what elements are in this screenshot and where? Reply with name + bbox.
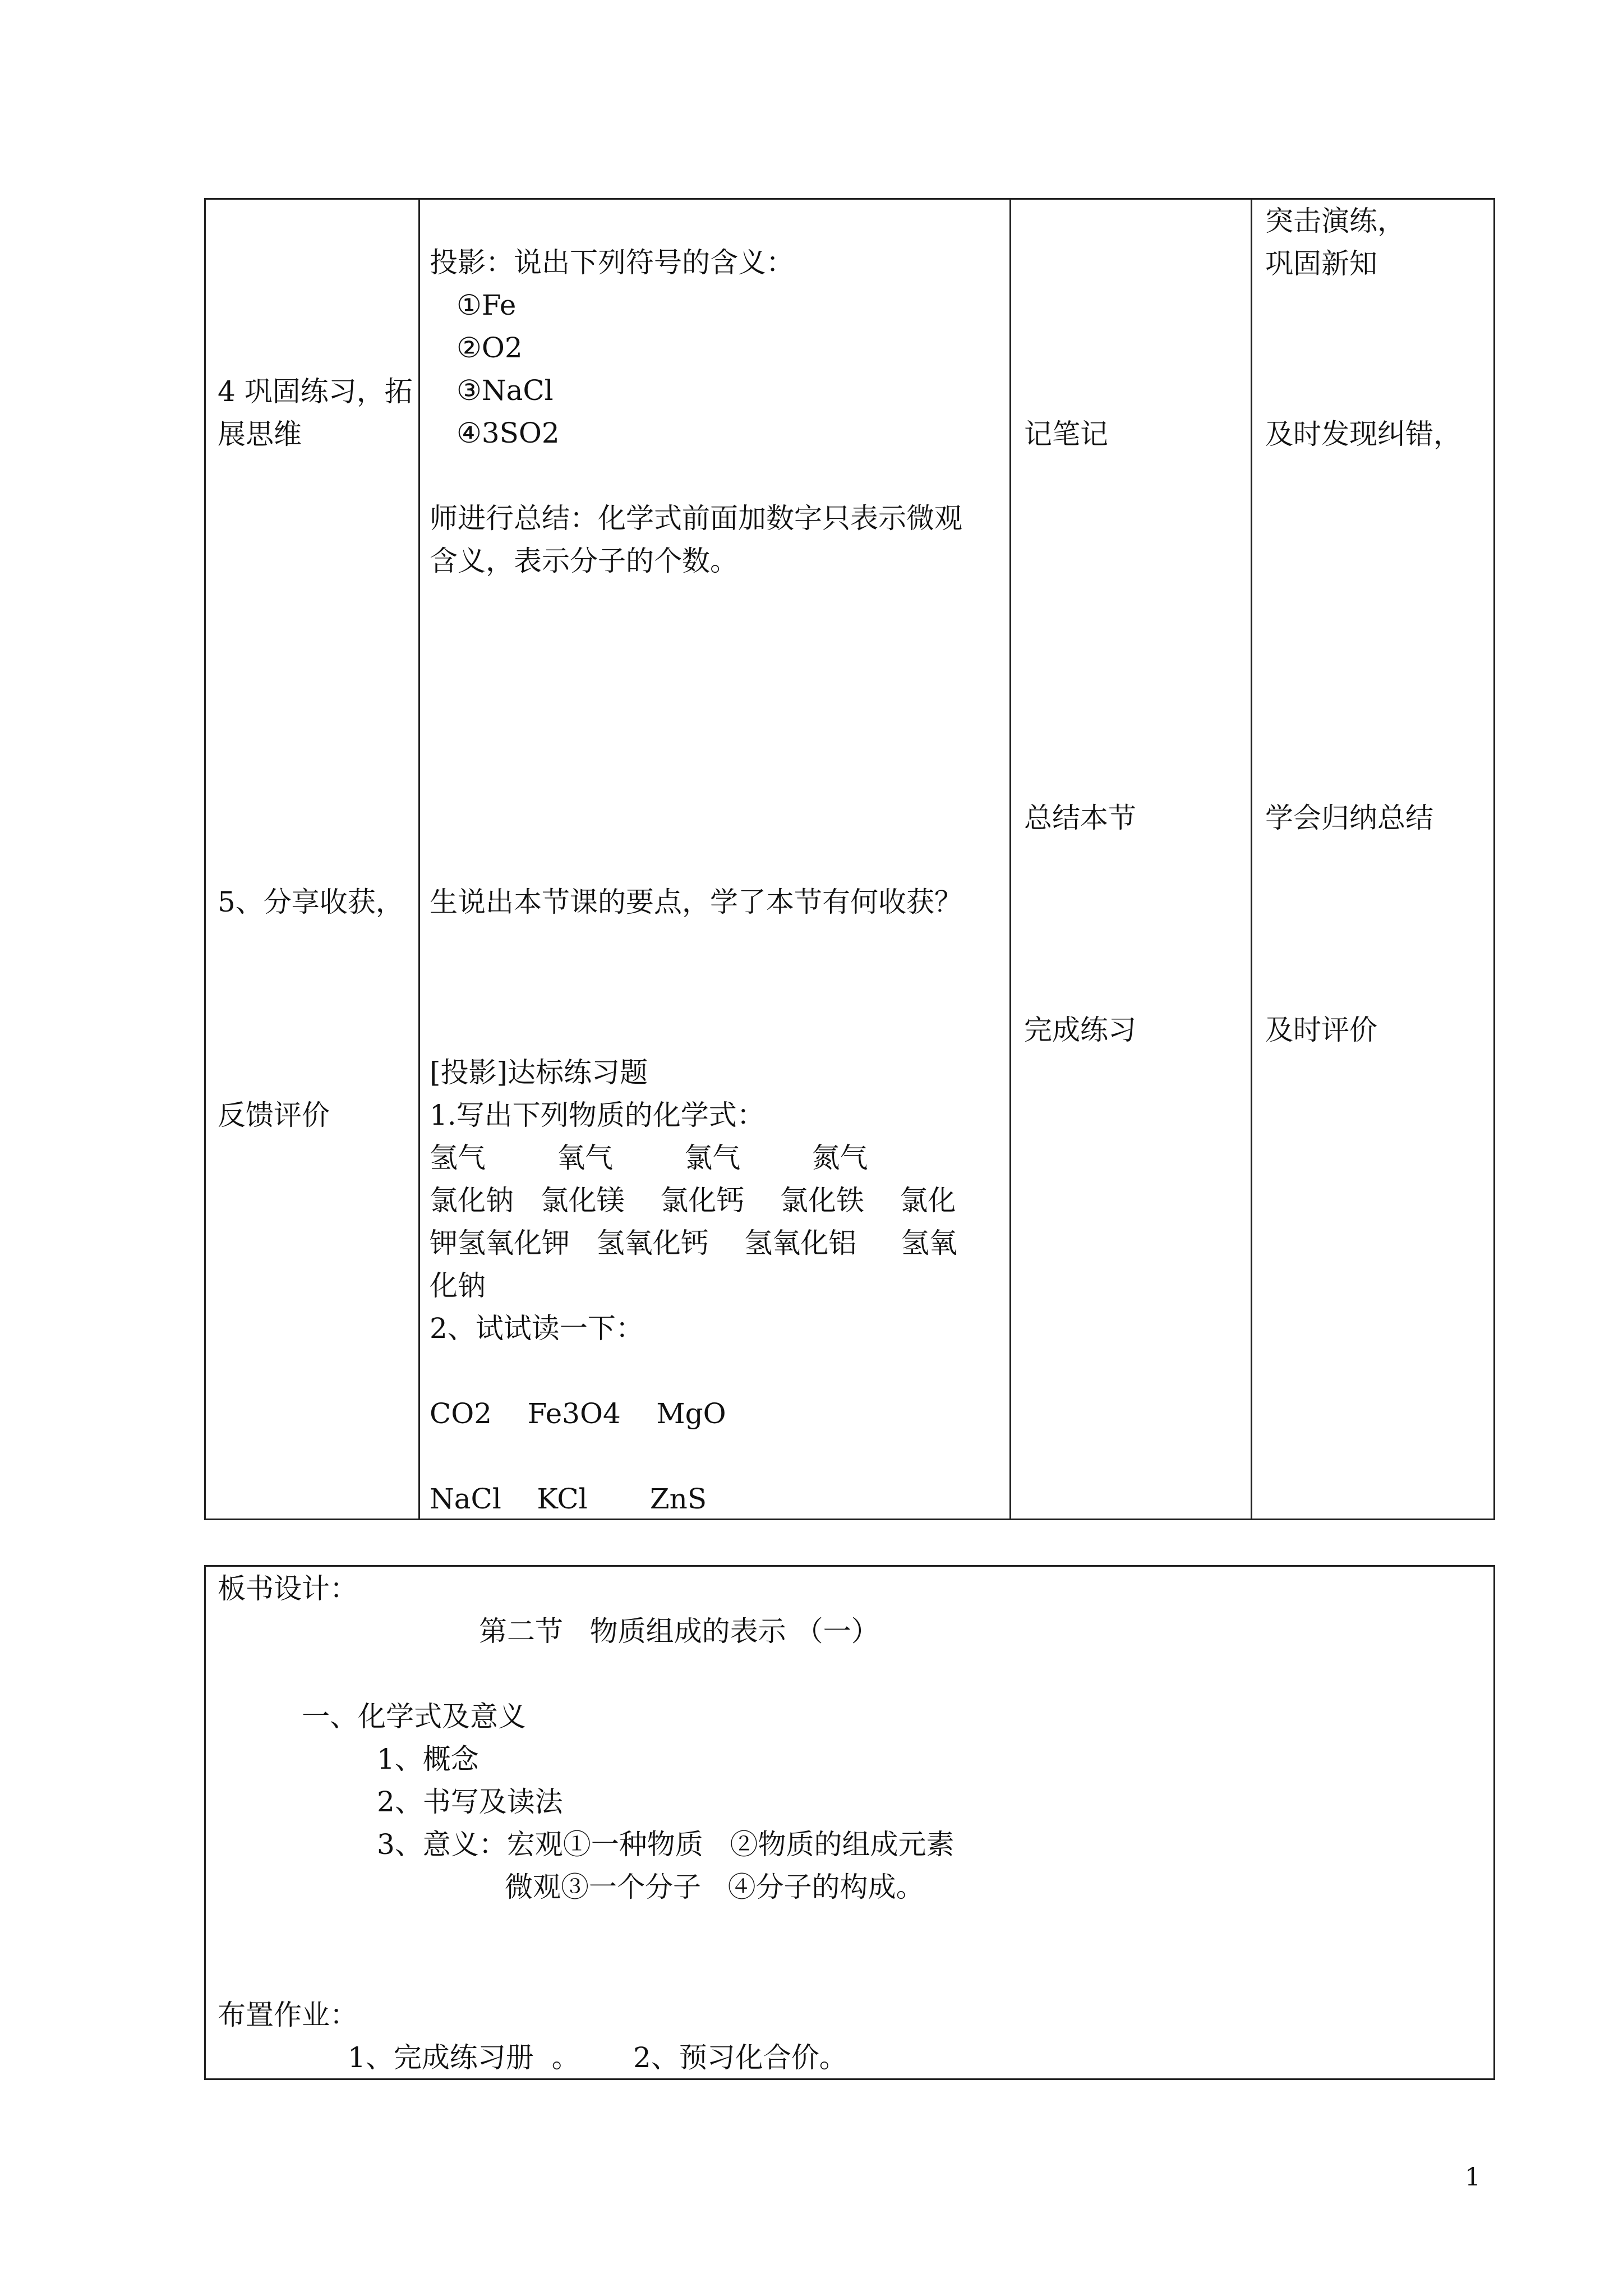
q2-line1: CO2 Fe3O4 MgO bbox=[430, 1397, 726, 1430]
stage4-line1: 4 巩固练习，拓 bbox=[218, 375, 413, 408]
intent-drill-line1: 突击演练， bbox=[1265, 205, 1405, 237]
student-notes: 记笔记 bbox=[1024, 418, 1108, 450]
summary-line1: 师进行总结：化学式前面加数字只表示微观 bbox=[430, 502, 962, 535]
column-divider bbox=[1251, 200, 1252, 1519]
q1-line3: 钾氢氧化钾 氢氧化钙 氢氧化铝 氢氧 bbox=[430, 1227, 957, 1259]
q2-line2: NaCl KCl ZnS bbox=[430, 1483, 707, 1515]
board-item3b: 微观③一个分子 ④分子的构成。 bbox=[505, 1871, 924, 1903]
stage5-subtitle: 反馈评价 bbox=[218, 1099, 330, 1131]
intent-correct: 及时发现纠错， bbox=[1265, 418, 1461, 450]
student-practice: 完成练习 bbox=[1024, 1014, 1136, 1046]
board-item2: 2、书写及读法 bbox=[377, 1786, 563, 1818]
symbol-o2: ②O2 bbox=[457, 332, 523, 364]
homework-text: 1、完成练习册 。 2、预习化合价。 bbox=[348, 2041, 847, 2074]
page-number: 1 bbox=[1465, 2163, 1481, 2192]
homework-label: 布置作业： bbox=[218, 1999, 358, 2031]
symbol-3so2: ④3SO2 bbox=[457, 417, 560, 449]
student-summarize: 总结本节 bbox=[1024, 802, 1136, 834]
q2-title: 2、试试读一下： bbox=[430, 1312, 644, 1345]
share-prompt: 生说出本节课的要点，学了本节有何收获？ bbox=[430, 886, 962, 918]
board-design-label: 板书设计： bbox=[218, 1572, 358, 1605]
intent-evaluate: 及时评价 bbox=[1265, 1014, 1377, 1046]
intent-induce: 学会归纳总结 bbox=[1265, 802, 1433, 834]
q1-title: 1.写出下列物质的化学式： bbox=[430, 1099, 765, 1131]
board-heading1: 一、化学式及意义 bbox=[302, 1700, 526, 1733]
q1-line2: 氯化钠 氯化镁 氯化钙 氯化铁 氯化 bbox=[430, 1184, 956, 1217]
q1-line1: 氢气 氧气 氯气 氮气 bbox=[430, 1142, 868, 1174]
intent-drill-line2: 巩固新知 bbox=[1265, 247, 1377, 280]
column-divider bbox=[1009, 200, 1011, 1519]
symbol-fe: ①Fe bbox=[457, 289, 517, 321]
stage5-title: 5、分享收获， bbox=[218, 886, 404, 918]
column-divider bbox=[418, 200, 420, 1519]
stage4-line2: 展思维 bbox=[218, 418, 302, 450]
exercise-title: [投影]达标练习题 bbox=[430, 1056, 648, 1089]
projection-intro: 投影：说出下列符号的含义： bbox=[430, 246, 794, 279]
board-design-title: 第二节 物质组成的表示 （一） bbox=[479, 1615, 879, 1648]
summary-line2: 含义，表示分子的个数。 bbox=[430, 545, 738, 577]
board-item1: 1、概念 bbox=[377, 1743, 479, 1775]
board-item3: 3、意义：宏观①一种物质 ②物质的组成元素 bbox=[377, 1828, 955, 1861]
q1-line4: 化钠 bbox=[430, 1269, 486, 1302]
symbol-nacl: ③NaCl bbox=[457, 374, 554, 407]
